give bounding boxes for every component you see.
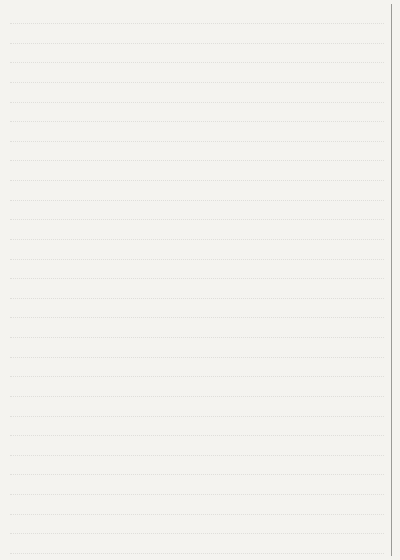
manuscript-line — [10, 538, 384, 554]
manuscript-line — [10, 401, 384, 417]
manuscript-line — [10, 499, 384, 515]
manuscript-line — [10, 28, 384, 44]
manuscript-line — [10, 342, 384, 358]
manuscript-line — [10, 263, 384, 279]
manuscript-line — [10, 440, 384, 456]
manuscript-line — [10, 361, 384, 377]
manuscript-line — [10, 283, 384, 299]
manuscript-line — [10, 185, 384, 201]
manuscript-line — [10, 420, 384, 436]
manuscript-line — [10, 126, 384, 142]
margin-rule — [391, 4, 392, 556]
manuscript-line — [10, 8, 384, 24]
manuscript-line — [10, 47, 384, 63]
manuscript-line — [10, 381, 384, 397]
manuscript-line — [10, 204, 384, 220]
manuscript-line — [10, 479, 384, 495]
manuscript-line — [10, 165, 384, 181]
manuscript-line — [10, 459, 384, 475]
manuscript-line — [10, 106, 384, 122]
manuscript-text — [10, 8, 384, 554]
manuscript-line — [10, 302, 384, 318]
manuscript-line — [10, 322, 384, 338]
manuscript-line — [10, 87, 384, 103]
manuscript-line — [10, 145, 384, 161]
manuscript-line — [10, 67, 384, 83]
manuscript-line — [10, 518, 384, 534]
manuscript-line — [10, 244, 384, 260]
manuscript-line — [10, 224, 384, 240]
